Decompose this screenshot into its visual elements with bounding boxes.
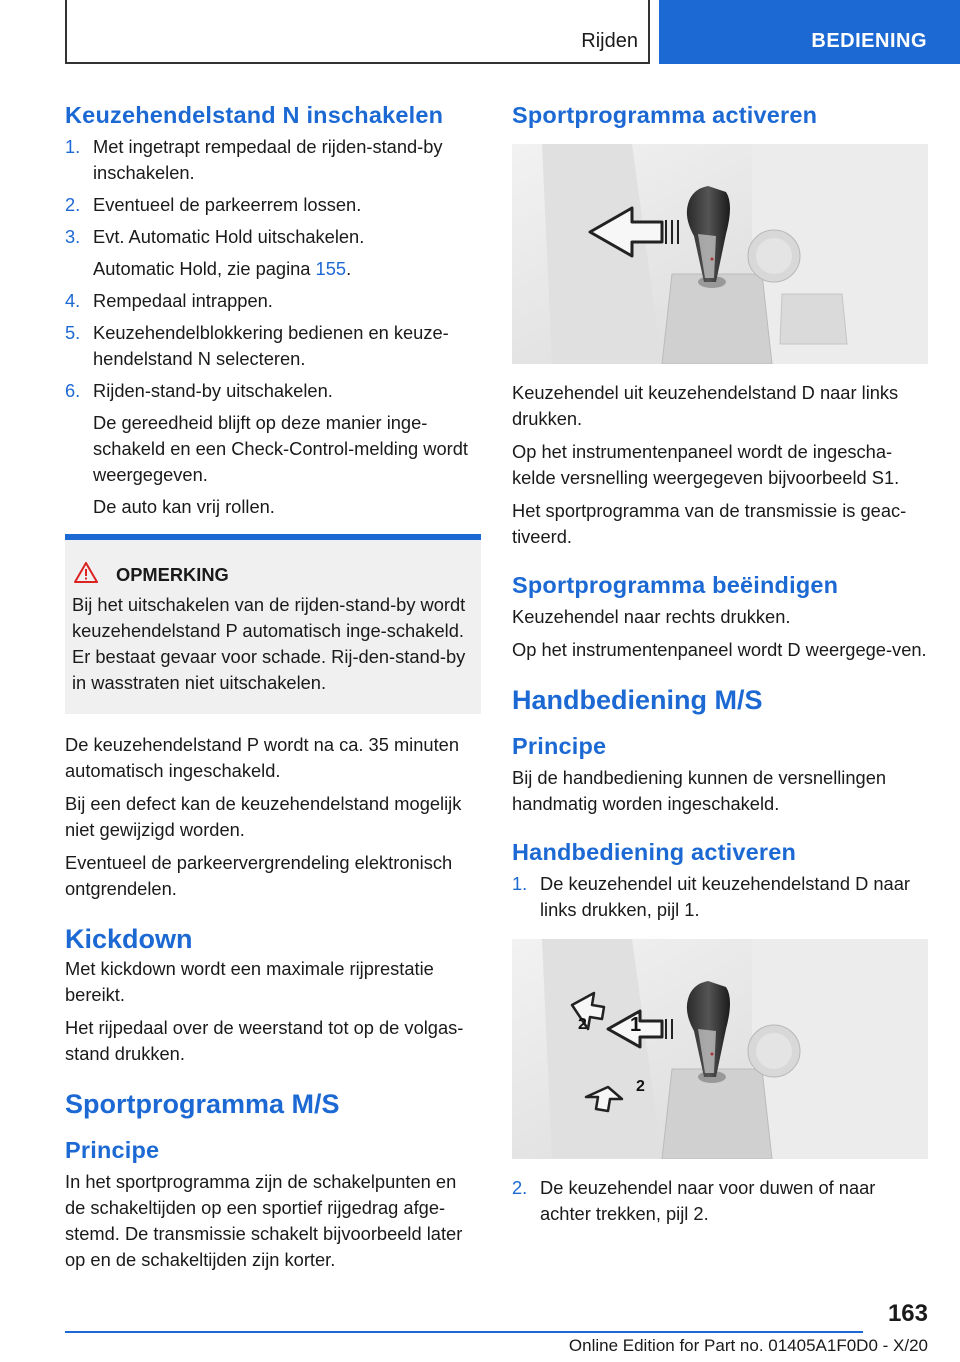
paragraph: Keuzehendel uit keuzehendelstand D naar links drukken. bbox=[512, 382, 899, 429]
heading-principe: Principe bbox=[512, 733, 607, 759]
heading-kickdown: Kickdown bbox=[65, 924, 193, 954]
page-ref-suffix: . bbox=[346, 258, 352, 279]
gear-selector-image-2 bbox=[512, 939, 928, 1159]
gear-selector-image-1 bbox=[512, 144, 928, 364]
footer-divider bbox=[65, 1331, 863, 1333]
step-number: 2. bbox=[65, 194, 81, 215]
paragraph: Het rijpedaal over de weerstand tot op de volgas-stand drukken. bbox=[65, 1017, 464, 1064]
manual-steps-list-2 bbox=[512, 1175, 928, 1227]
page-ref-prefix: Automatic Hold, zie pagina bbox=[93, 258, 316, 279]
page-number: 163 bbox=[887, 1300, 928, 1327]
heading-n-inschakelen: Keuzehendelstand N inschakelen bbox=[65, 102, 444, 128]
step-number: 3. bbox=[65, 226, 81, 247]
step-text: Rempedaal intrappen. bbox=[93, 290, 273, 311]
arrow-label-1: 1 bbox=[630, 1014, 642, 1036]
left-column bbox=[65, 100, 481, 1280]
warning-note bbox=[65, 534, 481, 714]
step-text: Keuzehendelblokkering bedienen en keuze-hendelstand N selecteren. bbox=[93, 322, 449, 369]
right-column bbox=[512, 100, 928, 1233]
step-number: 6. bbox=[65, 380, 81, 401]
paragraph: Het sportprogramma van de transmissie is geac-tiveerd. bbox=[512, 500, 907, 547]
paragraph: Bij de handbediening kunnen de versnellingen handmatig worden ingeschakeld. bbox=[512, 767, 887, 814]
paragraph: Op het instrumentenpaneel wordt D weergege-ven. bbox=[512, 639, 927, 660]
list-item bbox=[512, 1175, 928, 1227]
step-number: 5. bbox=[65, 322, 81, 343]
list-item bbox=[65, 192, 481, 218]
heading-principe: Principe bbox=[65, 1137, 160, 1163]
step-number: 1. bbox=[512, 873, 528, 894]
list-item bbox=[65, 288, 481, 314]
list-item bbox=[65, 378, 481, 520]
warning-triangle-icon bbox=[74, 562, 106, 588]
n-steps-list bbox=[65, 134, 481, 520]
manual-steps-list bbox=[512, 871, 928, 923]
step-text: Rijden-stand-by uitschakelen. bbox=[93, 380, 333, 401]
heading-sportprogramma: Sportprogramma M/S bbox=[65, 1089, 340, 1119]
step-text: De keuzehendel uit keuzehendelstand D naar links drukken, pijl 1. bbox=[540, 873, 910, 920]
step-text: Evt. Automatic Hold uitschakelen. bbox=[93, 226, 365, 247]
step-subtext bbox=[93, 256, 481, 282]
step-subtext: De gereedheid blijft op deze manier inge-schakeld en een Check-Control-melding wordt weergegeven. bbox=[93, 412, 468, 485]
heading-handbediening-activeren: Handbediening activeren bbox=[512, 839, 797, 865]
heading-handbediening: Handbediening M/S bbox=[512, 685, 763, 715]
arrow-label-2: 2 bbox=[578, 1016, 587, 1033]
list-item bbox=[65, 224, 481, 282]
page-link[interactable]: 155 bbox=[315, 258, 347, 279]
note-title bbox=[72, 562, 474, 588]
list-item bbox=[65, 134, 481, 186]
paragraph: De keuzehendelstand P wordt na ca. 35 minuten automatisch ingeschakeld. bbox=[65, 734, 459, 781]
list-item bbox=[65, 320, 481, 372]
step-number: 1. bbox=[65, 136, 81, 157]
heading-sport-beeindigen: Sportprogramma beëindigen bbox=[512, 572, 839, 598]
list-item bbox=[512, 871, 928, 923]
header-section-box bbox=[65, 0, 650, 64]
step-text: Met ingetrapt rempedaal de rijden-stand-by inschakelen. bbox=[93, 136, 443, 183]
note-text: Bij het uitschakelen van de rijden-stand-by wordt keuzehendelstand P automatisch inge-schakeld. Er bestaat gevaar voor schade. Rij-den-stand-by in wasstraten niet uitschakelen. bbox=[72, 594, 466, 693]
paragraph: Op het instrumentenpaneel wordt de ingescha-kelde versnelling weergegeven bijvoorbeeld S1. bbox=[512, 441, 900, 488]
paragraph: Met kickdown wordt een maximale rijprestatie bereikt. bbox=[65, 958, 434, 1005]
step-number: 4. bbox=[65, 290, 81, 311]
arrow-label-2: 2 bbox=[636, 1078, 645, 1095]
paragraph: Eventueel de parkeervergrendeling elektronisch ontgrendelen. bbox=[65, 852, 453, 899]
step-number: 2. bbox=[512, 1177, 528, 1198]
paragraph: Bij een defect kan de keuzehendelstand mogelijk niet gewijzigd worden. bbox=[65, 793, 462, 840]
heading-sport-activeren: Sportprogramma activeren bbox=[512, 102, 818, 128]
header-section-title: Rijden bbox=[581, 30, 638, 52]
header-chapter-title: BEDIENING bbox=[811, 30, 927, 52]
note-title-text: OPMERKING bbox=[116, 564, 229, 585]
step-text: De keuzehendel naar voor duwen of naar achter trekken, pijl 2. bbox=[540, 1177, 876, 1224]
footer-edition: Online Edition for Part no. 01405A1F0D0 - X/20 bbox=[568, 1336, 928, 1355]
header-chapter-tab bbox=[659, 0, 960, 64]
step-subtext: De auto kan vrij rollen. bbox=[93, 496, 275, 517]
paragraph: In het sportprogramma zijn de schakelpunten en de schakeltijden op een sportief rijgedrag afge-stemd. De transmissie schakelt bijvoorbeeld later op en de schakeltijden zijn korter. bbox=[65, 1171, 463, 1270]
step-text: Eventueel de parkeerrem lossen. bbox=[93, 194, 362, 215]
paragraph: Keuzehendel naar rechts drukken. bbox=[512, 606, 791, 627]
